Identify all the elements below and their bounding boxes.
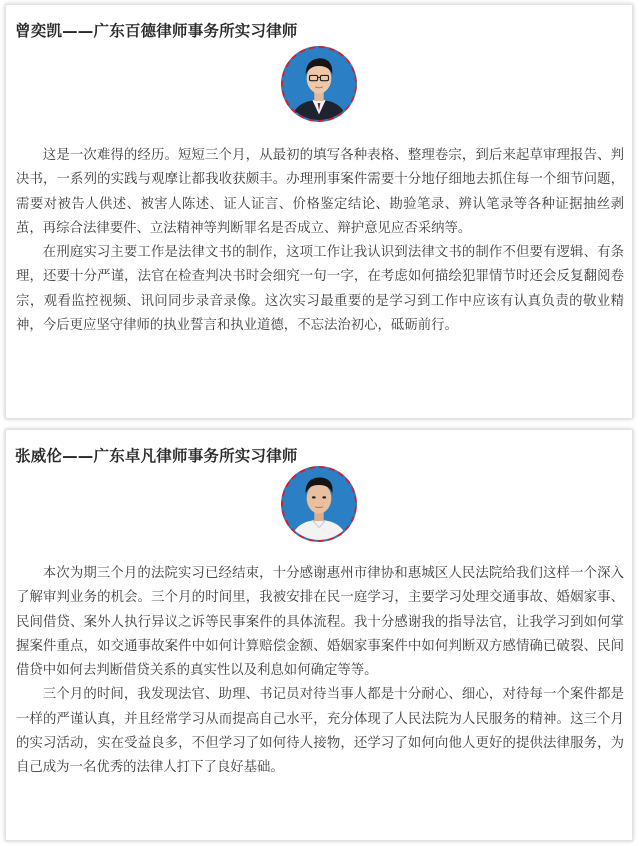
paragraph: 这是一次难得的经历。短短三个月，从最初的填写各种表格、整理卷宗，到后来起草审理报告、判决书，一系列的实践与观摩让都我收获颇丰。办理刑事案件需要十分地仔细地去抓住每一个细节问题，需要对被告人供述、被害人陈述、证人证言、价格鉴定结论、勘验笔录、辨认笔录等各种证据抽丝剥茧，再综合法律要件、立法精神等判断罪名是否成立、辩护意见应否采纳等。 [16,148,624,236]
profile-title: 曾奕凯——广东百德律师事务所实习律师 [15,22,298,40]
profile-body [16,144,624,338]
paragraph: 在刑庭实习主要工作是法律文书的制作，这项工作让我认识到法律文书的制作不但要有逻辑、有条理，还要十分严谨，法官在检查判决书时会细究一句一字，在考虑如何描绘犯罪情节时还会反复翻阅卷宗，观看监控视频、讯问同步录音录像。这次实习最重要的是学习到工作中应该有认真负责的敬业精神，今后更应坚守律师的执业誓言和执业道德，不忘法治初心，砥砺前行。 [16,245,624,334]
profile-card [5,429,633,841]
profile-title: 张威伦——广东卓凡律师事务所实习律师 [15,447,298,465]
profile-photo [281,466,357,542]
paragraph: 本次为期三个月的法院实习已经结束，十分感谢惠州市律协和惠城区人民法院给我们这样一个深入了解审判业务的机会。三个月的时间里，我被安排在民一庭学习，主要学习处理交通事故、婚姻家事、民间借贷、案外人执行异议之诉等民事案件的具体流程。我十分感谢我的指导法官，让我学习到如何掌握案件重点，如交通事故案件中如何计算赔偿金额、婚姻家事案件中如何判断双方感情确已破裂、民间借贷中如何去判断借贷关系的真实性以及利息如何确定等等。 [16,566,624,679]
profile-card [5,4,633,419]
paragraph: 三个月的时间，我发现法官、助理、书记员对待当事人都是十分耐心、细心，对待每一个案件都是一样的严谨认真，并且经常学习从而提高自己水平，充分体现了人民法院为人民服务的精神。这三个月的实习活动，实在受益良多，不但学习了如何待人接物，还学习了如何向他人更好的提供法律服务，为自己成为一名优秀的法律人打下了良好基础。 [16,687,624,776]
profile-photo [281,46,357,122]
profile-body [16,562,624,781]
